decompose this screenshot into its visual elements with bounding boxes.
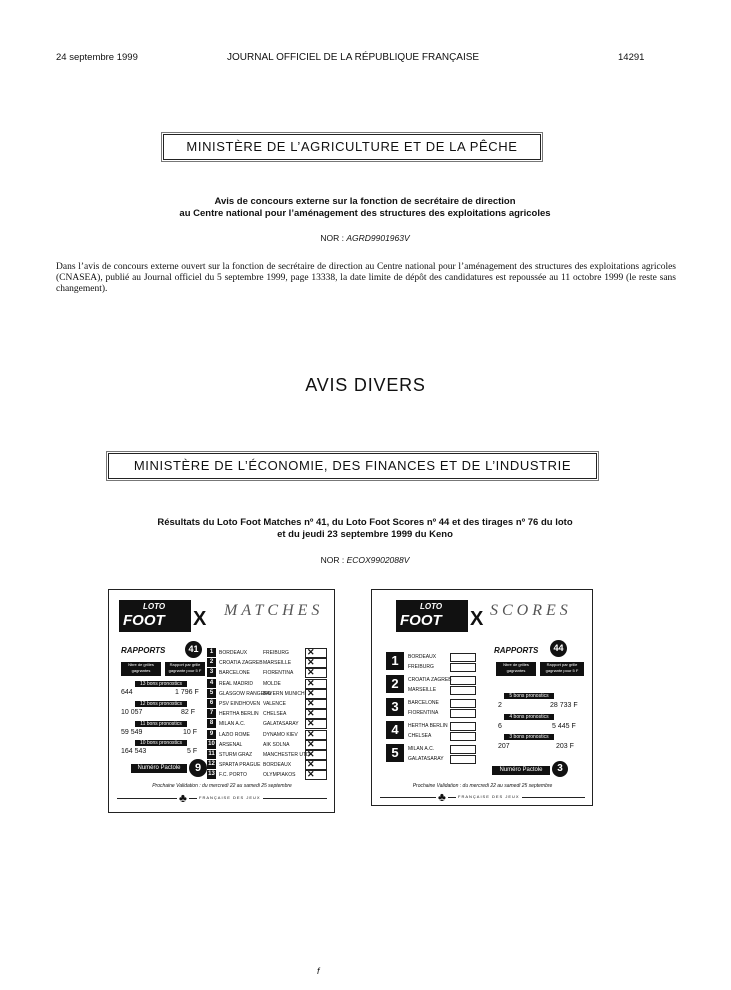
away-team: CHELSEA <box>263 711 287 718</box>
away-team: GALATASARAY <box>263 721 299 728</box>
home-team: CROATIA ZAGREB <box>408 677 452 683</box>
cross-mark-icon: ✕ <box>307 738 315 749</box>
home-team: MILAN A.C. <box>219 721 246 728</box>
home-score-grid <box>450 653 476 662</box>
loto-foot-logo: LOTO FOOT <box>396 600 468 632</box>
col-grilles-header: Nbre de grilles gagnantes <box>496 662 536 676</box>
away-team: MOLDE <box>263 680 281 687</box>
home-score-grid <box>450 745 476 754</box>
cross-mark-icon: ✕ <box>307 749 315 759</box>
away-team: FREIBURG <box>263 650 289 656</box>
cross-mark-icon: ✕ <box>307 708 315 719</box>
home-team: BARCELONE <box>219 670 250 677</box>
away-score-grid <box>450 709 476 718</box>
home-team: STURM GRAZ <box>219 752 253 758</box>
home-team: ARSENAL <box>219 741 243 748</box>
home-team: REAL MADRID <box>219 680 253 687</box>
section2-title-line1: Résultats du Loto Foot Matches nº 41, du Loto Foot Scores nº 44 et des tirages nº 76 du loto <box>157 517 573 528</box>
home-team: BARCELONE <box>408 700 439 706</box>
rank4-count: 164 543 <box>121 748 147 755</box>
away-team: FREIBURG <box>408 664 434 670</box>
match-number: 2 <box>207 658 216 667</box>
clover-icon: ♣ <box>179 791 187 805</box>
away-team: VALENCE <box>263 701 286 707</box>
rank2-count: 6 <box>498 723 502 730</box>
header-date: 24 septembre 1999 <box>56 52 138 63</box>
away-score-grid <box>450 732 476 741</box>
match-number: 3 <box>207 668 216 677</box>
cross-mark-icon: ✕ <box>307 769 315 780</box>
away-score-grid <box>450 663 476 672</box>
pactole-label: Numéro Pactole <box>131 764 187 773</box>
rank2-value: 82 F <box>181 709 196 716</box>
match-number: 4 <box>386 721 404 739</box>
rank2-label: 4 bons pronostics <box>504 714 554 720</box>
footer-fdj: FRANÇAISE DES JEUX <box>458 794 520 799</box>
nor-label: NOR : <box>320 555 345 565</box>
cross-mark-icon: ✕ <box>307 718 315 729</box>
score-match-row <box>386 744 486 764</box>
match-number: 1 <box>386 652 404 670</box>
section2-title-line2: et du jeudi 23 septembre 1999 du Keno <box>277 529 453 540</box>
cross-mark-icon: ✕ <box>307 667 315 678</box>
rank3-value: 203 F <box>556 743 574 750</box>
away-team: BAYERN MUNICH <box>263 690 305 697</box>
rapports-number: 41 <box>185 641 202 658</box>
rank3-count: 59 549 <box>121 729 143 736</box>
rank1-count: 2 <box>498 702 502 709</box>
rapports-number: 44 <box>550 640 567 657</box>
col-rapport-header: Rapport par grille gagnante pour 5 F <box>165 662 205 676</box>
cross-mark-icon: ✕ <box>307 687 315 698</box>
pactole-number: 3 <box>552 761 568 777</box>
match-number: 5 <box>386 744 404 762</box>
match-number: 4 <box>207 679 216 688</box>
match-number: 1 <box>207 648 216 657</box>
score-match-row <box>386 698 486 718</box>
validation-text: Prochaine Validation : du mercredi 22 au samedi 25 septembre <box>412 783 553 789</box>
rapports-label: RAPPORTS <box>494 646 539 655</box>
away-team: AIK SOLNA <box>263 741 290 748</box>
col-grilles-header: Nbre de grilles gagnantes <box>121 662 161 676</box>
match-number: 13 <box>208 771 215 778</box>
rank1-label: 5 bons pronostics <box>504 693 554 699</box>
away-team: FIORENTINA <box>263 670 294 677</box>
nor-code: AGRD9901963V <box>346 233 410 243</box>
home-team: BORDEAUX <box>219 650 248 656</box>
away-team: OLYMPIAKOS <box>263 772 296 779</box>
pactole-number: 9 <box>189 759 207 777</box>
rank2-count: 10 057 <box>121 709 143 716</box>
away-team: DYNAMO KIEV <box>263 731 298 738</box>
home-team: PSV EINDHOVEN <box>219 701 261 707</box>
result-grid <box>305 770 327 780</box>
section2-nor <box>80 555 650 565</box>
home-team: GLASGOW RANGERS <box>219 690 271 697</box>
rank1-count: 644 <box>121 689 133 696</box>
match-number: 8 <box>207 719 216 728</box>
score-match-row <box>386 652 486 672</box>
rapports-label: RAPPORTS <box>121 646 166 655</box>
cross-mark-icon: ✕ <box>307 728 315 739</box>
away-score-grid <box>450 686 476 695</box>
page-mark: f <box>317 966 320 976</box>
cross-mark-icon: ✕ <box>307 647 315 657</box>
header-journal: JOURNAL OFFICIEL DE LA RÉPUBLIQUE FRANÇAISE <box>227 52 480 63</box>
header-page-number: 14291 <box>618 52 645 63</box>
footer-fdj: FRANÇAISE DES JEUX <box>199 795 261 800</box>
match-number: 2 <box>386 675 404 693</box>
away-team: MARSEILLE <box>408 687 437 693</box>
rank3-label: 11 bons pronostics <box>135 721 187 727</box>
section1-nor <box>100 233 630 243</box>
home-team: LAZIO ROME <box>219 731 250 738</box>
section2-title <box>80 517 650 541</box>
section1-title-line1: Avis de concours externe sur la fonction de secrétaire de direction <box>214 196 516 207</box>
loto-foot-scores-panel <box>371 589 593 806</box>
home-team: MILAN A.C. <box>408 746 435 752</box>
cross-mark-icon: ✕ <box>307 698 315 708</box>
home-team: SPARTA PRAGUE <box>219 762 261 769</box>
ministry-agriculture-box: MINISTÈRE DE L’AGRICULTURE ET DE LA PÊCHE <box>163 134 541 160</box>
match-number: 9 <box>207 730 216 739</box>
cross-mark-icon: ✕ <box>307 677 315 688</box>
match-number: 12 <box>208 761 215 768</box>
rank2-value: 5 445 F <box>552 723 576 730</box>
home-score-grid <box>450 699 476 708</box>
score-match-row <box>386 721 486 741</box>
nor-code: ECOX9902088V <box>346 555 410 565</box>
rank1-value: 28 733 F <box>550 702 578 709</box>
rank4-label: 10 bons pronostics <box>135 740 187 746</box>
clover-icon: ♣ <box>438 790 446 804</box>
home-team: CROATIA ZAGREB <box>219 660 263 667</box>
home-team: HERTHA BERLIN <box>219 711 259 718</box>
home-score-grid <box>450 676 476 685</box>
away-team: FIORENTINA <box>408 710 439 716</box>
loto-foot-logo: LOTO FOOT <box>119 600 191 632</box>
away-team: MARSEILLE <box>263 660 292 667</box>
section1-title <box>100 196 630 220</box>
away-team: MANCHESTER UTD <box>263 752 310 758</box>
away-team: GALATASARAY <box>408 756 444 762</box>
nor-label: NOR : <box>320 233 344 243</box>
away-team: BORDEAUX <box>263 762 292 769</box>
match-number: 11 <box>208 751 215 757</box>
logo-x: X <box>470 608 484 630</box>
loto-foot-matches-panel <box>108 589 335 813</box>
score-match-row <box>386 675 486 695</box>
rank3-count: 207 <box>498 743 510 750</box>
match-number: 6 <box>207 699 216 708</box>
pactole-label: Numéro Pactole <box>492 766 550 775</box>
section1-body: Dans l’avis de concours externe ouvert sur la fonction de secrétaire de direction au Centre national pour l’aménagement des structures des exploitations agricoles (CNASEA), publié au Journal officiel du 5 septembre 1999, page 13338, la date limite de dépôt des candidatures est repoussée au 11 octobre 1999 (le reste sans changement). <box>56 262 676 294</box>
rank3-value: 10 F <box>183 729 198 736</box>
rank3-label: 3 bons pronostics <box>504 734 554 740</box>
match-number: 10 <box>208 740 215 747</box>
cross-mark-icon: ✕ <box>307 657 315 668</box>
section1-title-line2: au Centre national pour l’aménagement des structures des exploitations agricoles <box>179 208 551 219</box>
ministry-economie-box: MINISTÈRE DE L’ÉCONOMIE, DES FINANCES ET DE L’INDUSTRIE <box>108 453 597 479</box>
rank4-value: 5 F <box>187 748 198 755</box>
match-number: 7 <box>207 709 216 718</box>
home-team: F.C. PORTO <box>219 772 247 779</box>
avis-divers-heading: AVIS DIVERS <box>305 375 426 395</box>
rank1-value: 1 796 F <box>175 689 199 696</box>
col-rapport-header: Rapport par grille gagnante pour 5 F <box>540 662 584 676</box>
match-number: 5 <box>207 689 216 698</box>
cross-mark-icon: ✕ <box>307 759 315 770</box>
away-score-grid <box>450 755 476 764</box>
match-number: 3 <box>386 698 404 716</box>
away-team: CHELSEA <box>408 733 432 739</box>
home-team: HERTHA BERLIN <box>408 723 448 729</box>
logo-x: X <box>193 608 207 630</box>
rank1-label: 13 bons pronostics <box>135 681 187 687</box>
game-title-scores: SCORES <box>490 602 572 619</box>
validation-text: Prochaine Validation : du mercredi 22 au samedi 25 septembre <box>152 783 292 789</box>
match-row <box>207 770 331 780</box>
home-score-grid <box>450 722 476 731</box>
rank2-label: 12 bons pronostics <box>135 701 187 707</box>
game-title-matches: MATCHES <box>224 602 324 619</box>
home-team: BORDEAUX <box>408 654 437 660</box>
